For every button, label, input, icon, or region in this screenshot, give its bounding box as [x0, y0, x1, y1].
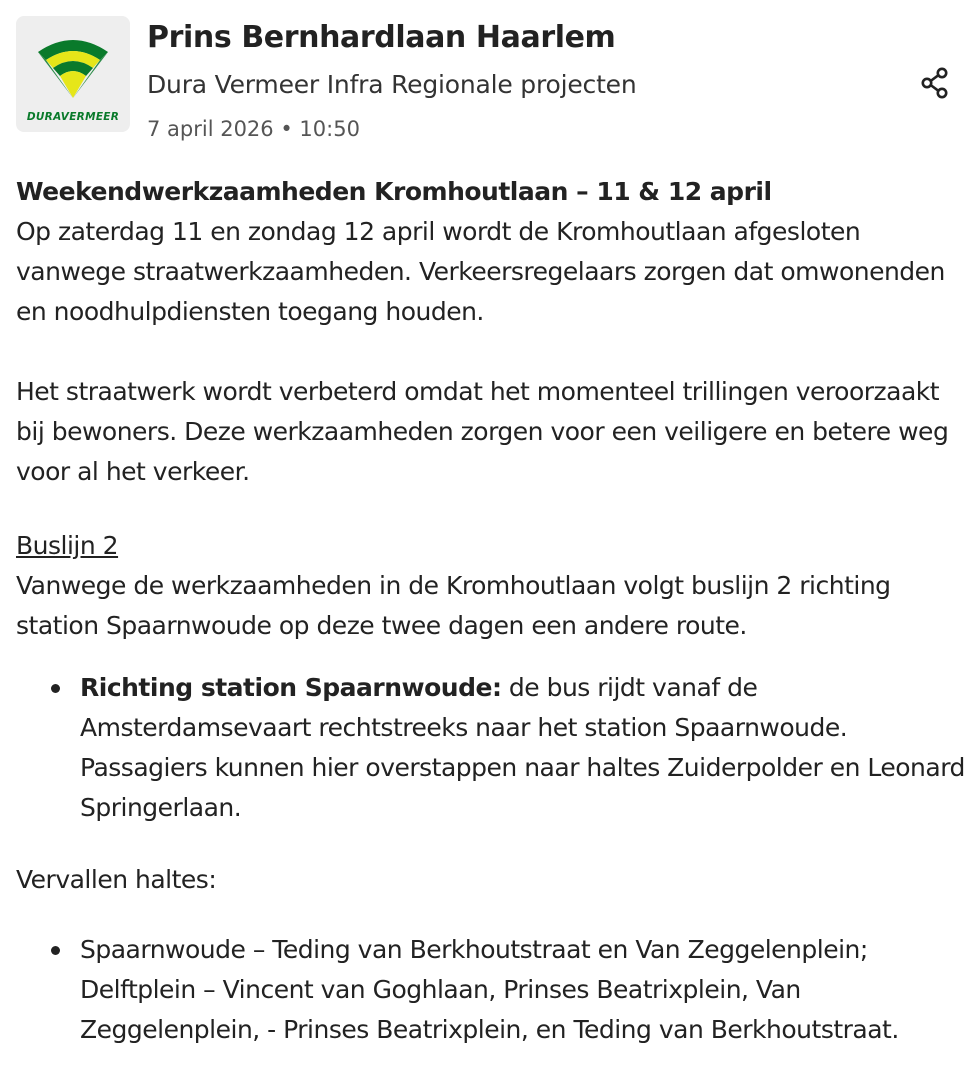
post-timestamp	[147, 117, 360, 141]
post-date: 7 april 2026	[147, 117, 274, 141]
logo-wordmark: DURAVERMEER	[26, 111, 120, 123]
article-paragraph-1: Op zaterdag 11 en zondag 12 april wordt de Kromhoutlaan afgesloten vanwege straatwerkzaamheden. Verkeersregelaars zorgen dat omwonenden en noodhulpdiensten toegang houden.	[16, 217, 945, 326]
article-paragraph-3: Vanwege de werkzaamheden in de Kromhoutlaan volgt buslijn 2 richting station Spaarnwoude op deze twee dagen een andere route.	[16, 571, 891, 640]
publisher-name[interactable]: Dura Vermeer Infra Regionale projecten	[147, 70, 637, 99]
share-button[interactable]	[916, 64, 954, 102]
post-time: 10:50	[299, 117, 360, 141]
post-header	[0, 0, 977, 160]
route-direction-label: Richting station Spaarnwoude:	[80, 673, 502, 702]
cancelled-stops-text: Spaarnwoude – Teding van Berkhoutstraat en Van Zeggelenplein; Delftplein – Vincent van Goghlaan, Prinses Beatrixplein, Van Zeggelenplein, - Prinses Beatrixplein, en Teding van Berkhoutstraat.	[80, 935, 899, 1044]
article-headline: Weekendwerkzaamheden Kromhoutlaan – 11 & 12 april	[16, 177, 772, 206]
article-body	[16, 172, 966, 1050]
cancelled-stops-label: Vervallen haltes:	[16, 865, 217, 894]
cancelled-stops-list	[16, 930, 966, 1050]
list-item	[16, 930, 966, 1050]
route-description: de bus rijdt vanaf de Amsterdamsevaart rechtstreeks naar het station Spaarnwoude. Passagiers kunnen hier overstappen naar haltes Zuiderpolder en Leonard Springerlaan.	[80, 673, 965, 822]
page-title[interactable]: Prins Bernhardlaan Haarlem	[147, 20, 616, 55]
share-icon	[920, 67, 950, 99]
route-list	[16, 668, 966, 828]
list-item	[16, 668, 966, 828]
section-heading-buslijn: Buslijn 2	[16, 531, 119, 560]
company-logo[interactable]	[16, 16, 130, 132]
meta-separator: •	[280, 117, 293, 141]
article-paragraph-2: Het straatwerk wordt verbeterd omdat het momenteel trillingen veroorzaakt bij bewoners. Deze werkzaamheden zorgen voor een veiligere en betere weg voor al het verkeer.	[16, 377, 949, 486]
